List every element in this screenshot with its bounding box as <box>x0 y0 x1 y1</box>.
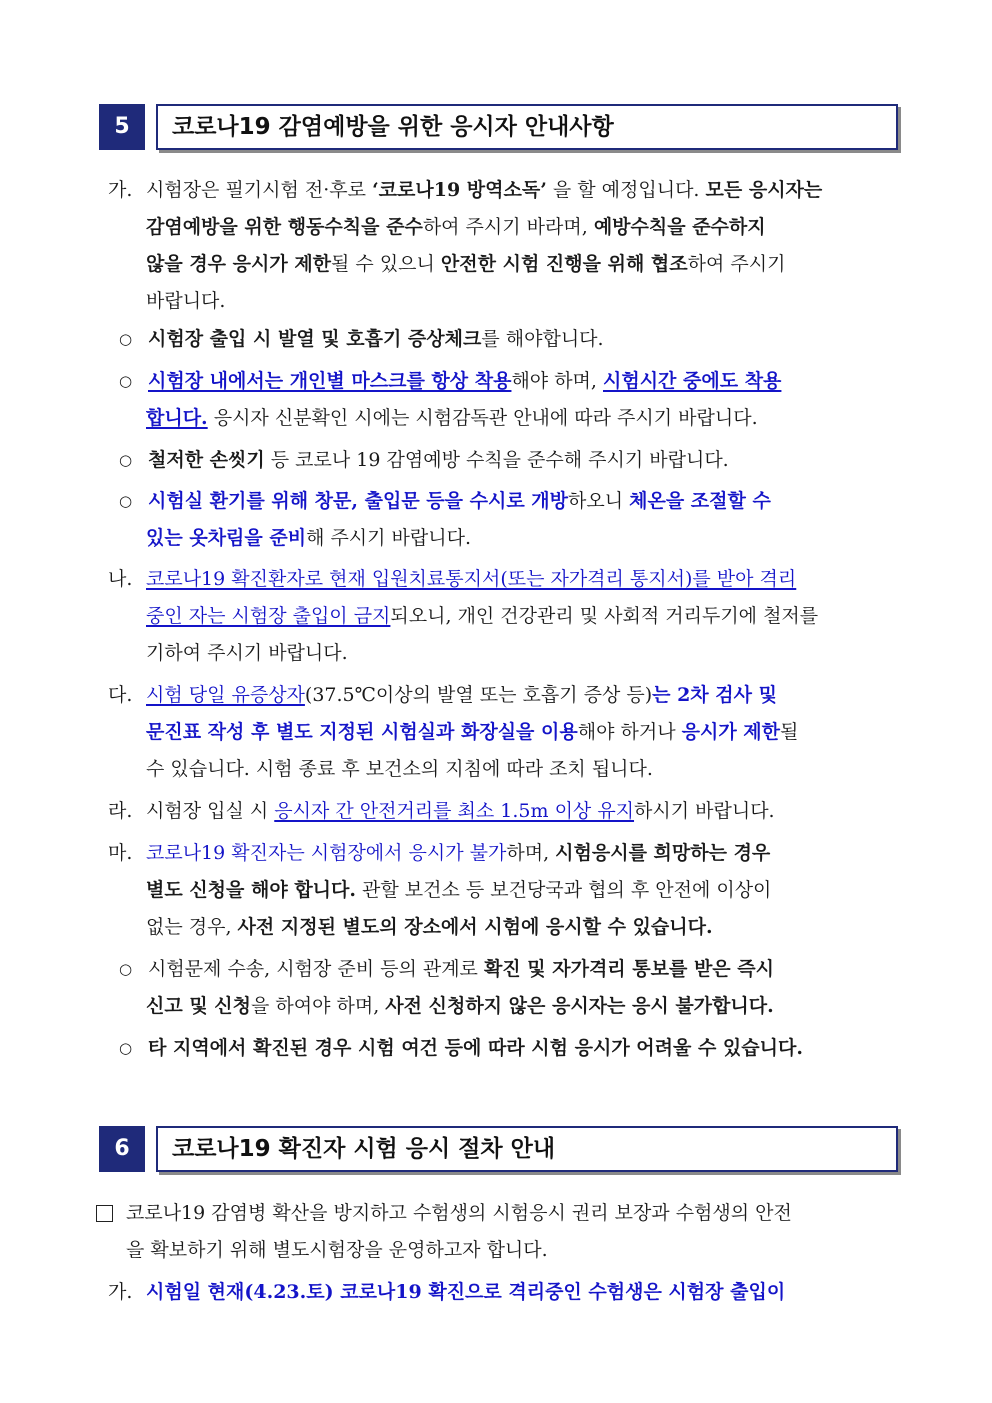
ga-text: 을 할 예정입니다. <box>546 179 706 201</box>
intro-text: 코로나19 감염병 확산을 방지하고 수험생의 시험응시 권리 보장과 수험생의 안전 <box>126 1202 792 1224</box>
bullet-4-line-1 <box>0 486 992 516</box>
section-6-ga-line-1 <box>0 1277 992 1307</box>
ga-text-bold: 안전한 시험 진행을 위해 협조 <box>440 253 688 275</box>
ma-sub-1-line-1 <box>0 954 992 984</box>
ma-sub-text: 시험문제 수송, 시험장 준비 등의 관계로 <box>148 958 484 980</box>
da-text-highlight: 는 2차 검사 및 <box>652 684 777 706</box>
bullet-text-highlight: 체온을 조절할 수 <box>629 490 771 512</box>
na-text-highlight: 코로나19 확진환자로 현재 입원치료통지서(또는 자가격리 통지서)를 받아 격리 <box>146 568 797 590</box>
bullet-text: 해야 하며, <box>511 370 603 392</box>
ma-sub-text-bold: 신고 및 신청 <box>146 995 251 1017</box>
na-text: 되오니, 개인 건강관리 및 사회적 거리두기에 철저를 <box>390 605 819 627</box>
ra-marker: 라. <box>108 800 133 822</box>
ma-text: 관할 보건소 등 보건당국과 협의 후 안전에 이상이 <box>356 879 772 901</box>
ga-text: 시험장은 필기시험 전·후로 <box>146 179 373 201</box>
intro-text: 을 확보하기 위해 별도시험장을 운영하고자 합니다. <box>126 1239 548 1261</box>
bullet-text: 를 해야합니다. <box>481 328 604 350</box>
da-text: (37.5℃이상의 발열 또는 호흡기 증상 등) <box>304 684 653 706</box>
da-text-highlight: 응시가 제한 <box>681 721 780 743</box>
section-6-title: 코로나19 확진자 시험 응시 절차 안내 <box>156 1126 898 1172</box>
ga-line-1 <box>0 175 992 205</box>
ga-text-bold: ‘코로나19 방역소독’ <box>372 179 547 201</box>
ma-text-bold: 별도 신청을 해야 합니다. <box>146 879 356 901</box>
circle-bullet-icon: ○ <box>119 960 133 978</box>
bullet-text: 응시자 신분확인 시에는 시험감독관 안내에 따라 주시기 바랍니다. <box>207 407 758 429</box>
ga-text-bold: 않을 경우 응시가 제한 <box>146 253 332 275</box>
circle-bullet-icon: ○ <box>119 1039 133 1057</box>
ga-line-3 <box>0 249 992 279</box>
ga-line-2 <box>0 212 992 242</box>
bullet-text: 하오니 <box>568 490 630 512</box>
bullet-text-highlight: 시험시간 중에도 착용 <box>603 370 782 392</box>
da-marker: 다. <box>108 684 133 706</box>
bullet-2-line-1 <box>0 366 992 396</box>
ma-line-1 <box>0 838 992 868</box>
section-5-title: 코로나19 감염예방을 위한 응시자 안내사항 <box>156 104 898 150</box>
ma-text-bold: 시험응시를 희망하는 경우 <box>555 842 771 864</box>
na-text-highlight: 중인 자는 시험장 출입이 금지 <box>146 605 391 627</box>
ga-text-bold: 예방수칙을 준수하지 <box>593 216 766 238</box>
da-text: 될 <box>780 721 799 743</box>
ra-text: 시험장 입실 시 <box>146 800 275 822</box>
da-line-2 <box>0 717 992 747</box>
da-text: 수 있습니다. 시험 종료 후 보건소의 지침에 따라 조치 됩니다. <box>146 758 653 780</box>
ma-text-bold: 사전 지정된 별도의 장소에서 시험에 응시할 수 있습니다. <box>237 916 713 938</box>
ma-sub-text-bold: 타 지역에서 확진된 경우 시험 여건 등에 따라 시험 응시가 어려울 수 있습니다. <box>148 1037 803 1059</box>
ra-text: 하시기 바랍니다. <box>634 800 775 822</box>
ma-sub-1-line-2 <box>0 991 992 1021</box>
section-6-header <box>99 1126 898 1172</box>
ga-line-4 <box>0 286 992 316</box>
bullet-text-highlight: 시험장 내에서는 개인별 마스크를 항상 착용 <box>148 370 512 392</box>
ga-text-bold: 감염예방을 위한 행동수칙을 준수 <box>146 216 423 238</box>
da-text: 해야 하거나 <box>577 721 682 743</box>
ra-text-highlight: 응시자 간 안전거리를 최소 1.5m 이상 유지 <box>274 800 635 822</box>
ma-sub-text: 을 하여야 하며, <box>251 995 386 1017</box>
bullet-4-line-2 <box>0 523 992 553</box>
bullet-text: 해 주시기 바랍니다. <box>306 527 472 549</box>
circle-bullet-icon: ○ <box>119 330 133 348</box>
ga-text: 될 수 있으니 <box>331 253 441 275</box>
section-6-number: 6 <box>99 1126 145 1172</box>
na-line-3 <box>0 638 992 668</box>
da-line-1 <box>0 680 992 710</box>
bullet-text-highlight: 합니다. <box>146 407 208 429</box>
bullet-text-highlight: 시험실 환기를 위해 창문, 출입문 등을 수시로 개방 <box>148 490 568 512</box>
na-text: 기하여 주시기 바랍니다. <box>146 642 348 664</box>
ga-text: 하여 주시기 <box>687 253 786 275</box>
ma-text: 없는 경우, <box>146 916 238 938</box>
bullet-text: 등 코로나 19 감염예방 수칙을 준수해 주시기 바랍니다. <box>264 449 729 471</box>
section-6-intro-line-1 <box>0 1198 992 1228</box>
section-5-number: 5 <box>99 104 145 150</box>
ma-text-highlight: 코로나19 확진자는 시험장에서 응시가 불가 <box>146 842 507 864</box>
na-line-2 <box>0 601 992 631</box>
bullet-text-highlight: 있는 옷차림을 준비 <box>146 527 307 549</box>
bullet-1 <box>0 324 992 354</box>
circle-bullet-icon: ○ <box>119 451 133 469</box>
ma-marker: 마. <box>108 842 133 864</box>
na-line-1 <box>0 564 992 594</box>
bullet-3 <box>0 445 992 475</box>
da-line-3 <box>0 754 992 784</box>
ga-text-highlight: 시험일 현재(4.23.토) 코로나19 확진으로 격리중인 수험생은 시험장 출입이 <box>146 1281 786 1303</box>
ga-text: 바랍니다. <box>146 290 226 312</box>
ga-marker: 가. <box>108 1281 133 1303</box>
da-text-highlight: 시험 당일 유증상자 <box>146 684 305 706</box>
ma-sub-text-bold: 확진 및 자가격리 통보를 받은 즉시 <box>483 958 774 980</box>
checkbox-square-icon <box>96 1205 113 1222</box>
ma-line-2 <box>0 875 992 905</box>
circle-bullet-icon: ○ <box>119 492 133 510</box>
bullet-2-line-2 <box>0 403 992 433</box>
section-5-header <box>99 104 898 150</box>
bullet-text-bold: 시험장 출입 시 발열 및 호흡기 증상체크 <box>148 328 482 350</box>
na-marker: 나. <box>108 568 133 590</box>
circle-bullet-icon: ○ <box>119 372 133 390</box>
ga-text-bold: 모든 응시자는 <box>705 179 823 201</box>
ra-line <box>0 796 992 826</box>
ma-line-3 <box>0 912 992 942</box>
ga-marker: 가. <box>108 179 133 201</box>
ma-text: 하며, <box>506 842 556 864</box>
ma-sub-2 <box>0 1033 992 1063</box>
da-text-highlight: 문진표 작성 후 별도 지정된 시험실과 화장실을 이용 <box>146 721 578 743</box>
section-6-intro-line-2 <box>0 1235 992 1265</box>
ma-sub-text-bold: 사전 신청하지 않은 응시자는 응시 불가합니다. <box>385 995 774 1017</box>
ga-text: 하여 주시기 바라며, <box>422 216 594 238</box>
bullet-text-bold: 철저한 손씻기 <box>148 449 265 471</box>
